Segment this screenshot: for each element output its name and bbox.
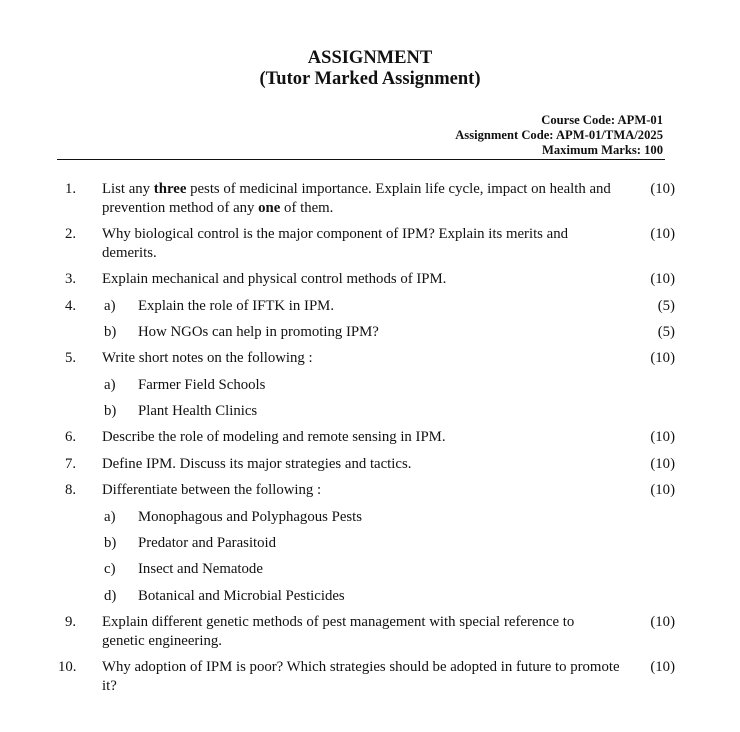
question-number: 9. (65, 614, 77, 630)
question-number: 3. (65, 271, 77, 287)
question-text: Why biological control is the major component of IPM? Explain its merits and demerits. (102, 226, 569, 261)
question-number: 10. (58, 659, 77, 675)
question-text: Define IPM. Discuss its major strategies and tactics. (102, 456, 412, 472)
question-number: 5. (65, 350, 77, 366)
sub-label: a) (104, 377, 116, 393)
question-number: 1. (65, 181, 77, 197)
course-meta (455, 113, 663, 160)
sub-label: a) (104, 298, 116, 314)
sub-text: Farmer Field Schools (138, 377, 266, 393)
question-number: 8. (65, 482, 77, 498)
sub-text: Predator and Parasitoid (138, 535, 277, 551)
question-text (102, 180, 620, 218)
sub-text: Monophagous and Polyphagous Pests (138, 509, 363, 525)
question-number: 2. (65, 226, 77, 242)
question-text: Explain different genetic methods of pest management with special reference to genetic engineering. (102, 614, 575, 649)
course-code: Course Code: APM-01 (541, 113, 663, 127)
text-part: List any (102, 181, 154, 197)
question-marks: (10) (650, 659, 675, 675)
question-marks: (10) (650, 181, 675, 197)
question-marks: (10) (650, 226, 675, 242)
text-part: pests of medicinal importance. Explain life cycle, impact on health and prevention method of any (102, 181, 611, 216)
bold-word: three (153, 181, 187, 197)
sub-label: a) (104, 509, 116, 525)
question-marks: (10) (650, 350, 675, 366)
question-number: 7. (65, 456, 77, 472)
sub-text: Plant Health Clinics (138, 403, 258, 419)
question-text: Write short notes on the following : (102, 350, 313, 366)
assignment-subtitle: (Tutor Marked Assignment) (259, 69, 481, 89)
text-part: of them. (280, 200, 334, 216)
sub-label: b) (104, 535, 117, 551)
question-text: Why adoption of IPM is poor? Which strategies should be adopted in future to promote it? (102, 659, 620, 694)
question-marks: (10) (650, 456, 675, 472)
assignment-title: ASSIGNMENT (307, 48, 433, 68)
sub-label: b) (104, 403, 117, 419)
question-number: 6. (65, 429, 77, 445)
assignment-code: Assignment Code: APM-01/TMA/2025 (455, 128, 663, 142)
sub-text: Explain the role of IFTK in IPM. (138, 298, 335, 314)
sub-label: c) (104, 561, 116, 577)
sub-marks: (5) (657, 298, 675, 314)
question-text: Describe the role of modeling and remote sensing in IPM. (102, 429, 446, 445)
question-marks: (10) (650, 482, 675, 498)
sub-label: d) (104, 588, 117, 604)
sub-text: Botanical and Microbial Pesticides (138, 588, 345, 604)
sub-marks: (5) (657, 324, 675, 340)
question-text: Explain mechanical and physical control methods of IPM. (102, 271, 447, 287)
sub-text: How NGOs can help in promoting IPM? (138, 324, 379, 340)
maximum-marks: Maximum Marks: 100 (455, 143, 663, 160)
header-divider (57, 159, 665, 160)
question-text: Differentiate between the following : (102, 482, 322, 498)
question-marks: (10) (650, 614, 675, 630)
sub-text: Insect and Nematode (138, 561, 263, 577)
question-marks: (10) (650, 429, 675, 445)
sub-label: b) (104, 324, 117, 340)
question-marks: (10) (650, 271, 675, 287)
bold-word: one (258, 200, 281, 216)
question-number: 4. (65, 298, 77, 314)
